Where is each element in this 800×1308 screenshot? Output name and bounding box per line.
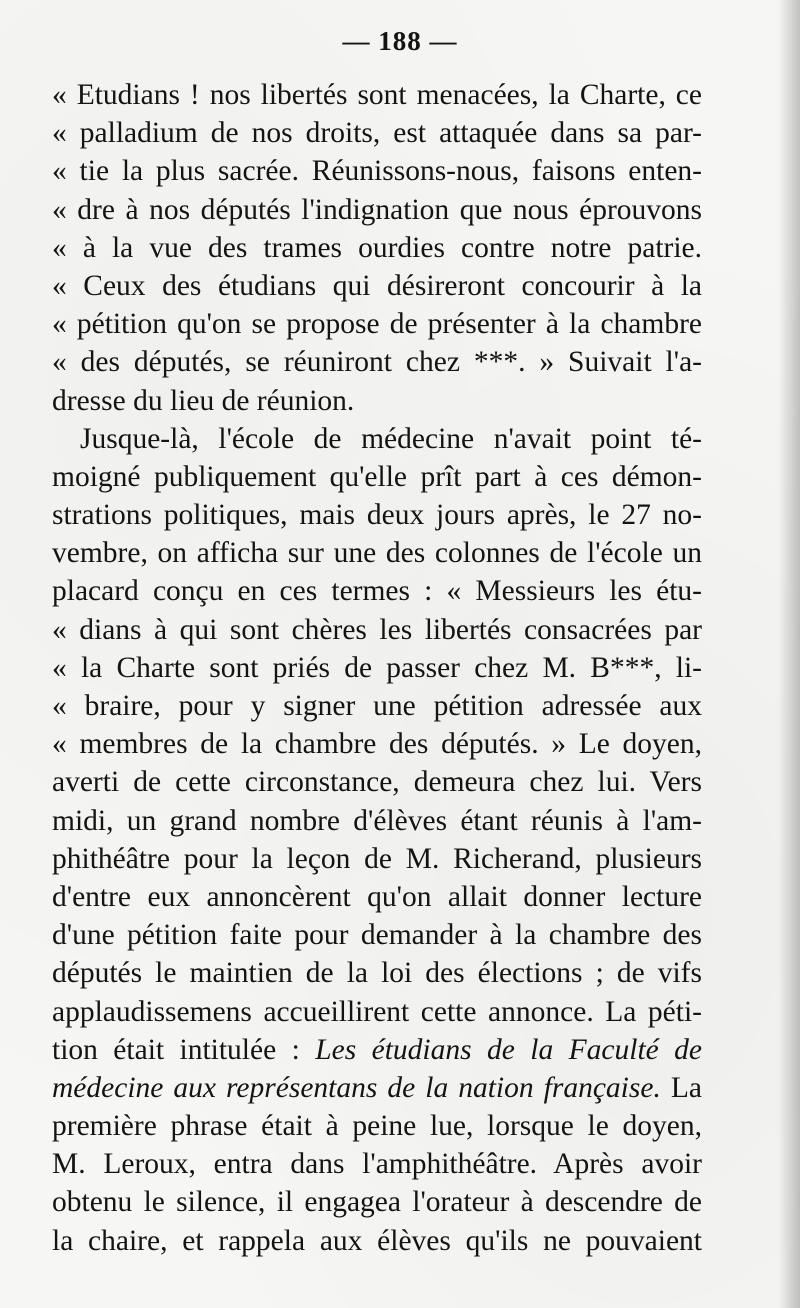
text-line-with-italic-title	[52, 1069, 702, 1107]
page-number: — 188 —	[342, 26, 458, 56]
page-edge-shadow	[778, 0, 800, 1308]
paragraph-end-line: dresse du lieu de réunion.	[52, 384, 355, 417]
text-line: obtenu le silence, il engagea l'orateur à descendre de	[52, 1186, 702, 1219]
text-line: « tie la plus sacrée. Réunissons-nous, faisons enten-	[52, 155, 702, 188]
paragraph-start-line: Jusque-là, l'école de médecine n'avait point té-	[80, 422, 702, 455]
text-line: midi, un grand nombre d'élèves étant réunis à l'am-	[52, 804, 702, 837]
text-line: strations politiques, mais deux jours après, le 27 no-	[52, 499, 702, 532]
text-line: applaudissemens accueillirent cette annonce. La péti-	[52, 995, 702, 1028]
text-line: la chaire, et rappela aux élèves qu'ils ne pouvaient	[52, 1224, 702, 1257]
text-line: phithéâtre pour la leçon de M. Richerand, plusieurs	[52, 842, 702, 875]
text-line: M. Leroux, entra dans l'amphithéâtre. Après avoir	[52, 1148, 702, 1181]
italic-title-text: Les étudians de la Faculté de	[315, 1033, 702, 1066]
text-line: d'une pétition faite pour demander à la chambre des	[52, 919, 702, 952]
text-line: « braire, pour y signer une pétition adressée aux	[52, 690, 702, 722]
text-line: « pétition qu'on se propose de présenter à la chambre	[52, 308, 702, 341]
text-line: « la Charte sont priés de passer chez M. B***, li-	[52, 651, 702, 684]
text-line: « à la vue des trames ourdies contre notre patrie.	[52, 231, 702, 264]
text-line: « membres de la chambre des députés. » Le doyen,	[52, 728, 702, 761]
text-line: « Etudians ! nos libertés sont menacées, la Charte, ce	[52, 79, 702, 111]
text-line: « des députés, se réuniront chez ***. » Suivait l'a-	[52, 346, 702, 379]
text-line: d'entre eux annoncèrent qu'on allait donner lecture	[52, 880, 702, 913]
text-line: première phrase était à peine lue, lorsque le doyen,	[52, 1110, 702, 1143]
body-text	[52, 76, 702, 1260]
text-line: « Ceux des étudians qui désireront concourir à la	[52, 269, 702, 302]
text-line: députés le maintien de la loi des élections ; de vifs	[52, 957, 702, 990]
text-line: moigné publiquement qu'elle prît part à ces démon-	[52, 460, 702, 493]
text-line-with-italic-title	[52, 1031, 702, 1069]
text-line: averti de cette circonstance, demeura chez lui. Vers	[52, 766, 702, 799]
roman-text: tion était intitulée :	[52, 1033, 300, 1066]
text-line: placard conçu en ces termes : « Messieurs les étu-	[52, 575, 702, 608]
italic-title-text: médecine aux représentans de la nation française.	[52, 1071, 661, 1104]
text-line: « dre à nos députés l'indignation que nous éprouvons	[52, 193, 702, 226]
text-line: « dians à qui sont chères les libertés consacrées par	[52, 613, 702, 646]
text-line: « palladium de nos droits, est attaquée dans sa par-	[52, 117, 702, 150]
text-line: vembre, on afficha sur une des colonnes de l'école un	[52, 537, 702, 570]
roman-text: La	[670, 1071, 703, 1104]
